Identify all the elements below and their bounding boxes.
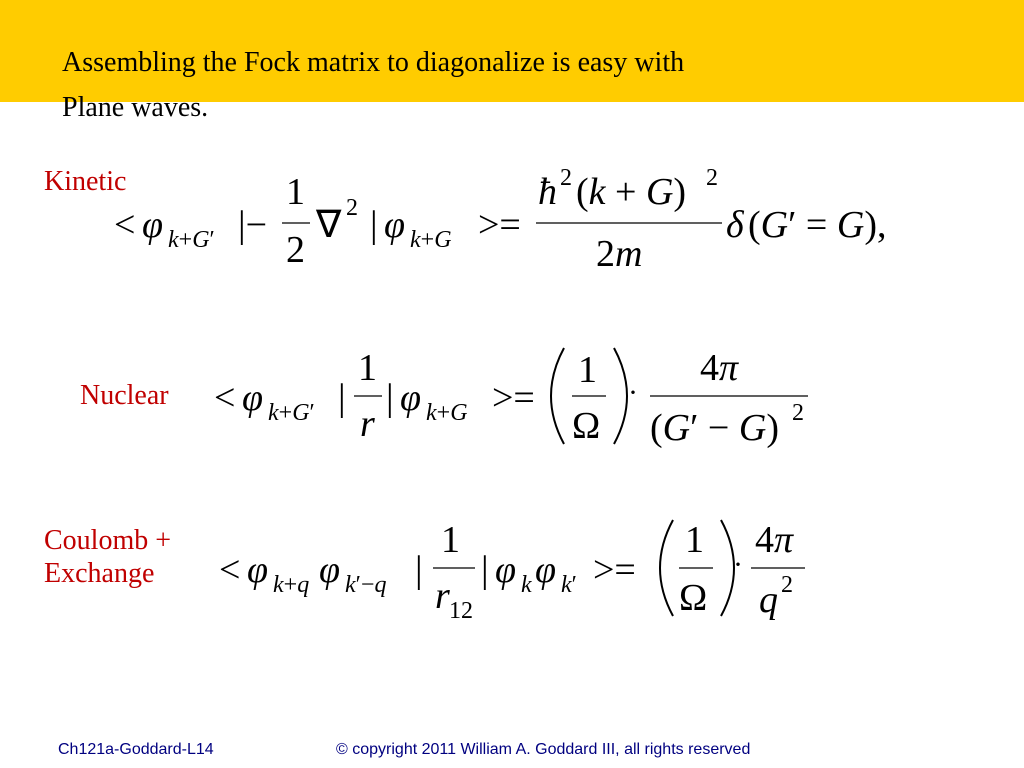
svg-text:2: 2 (346, 195, 358, 221)
coulomb-label-line-1: Coulomb + (44, 525, 172, 556)
slide-title-line-1: Assembling the Fock matrix to diagonalize is easy with (62, 47, 685, 78)
svg-text:Ω: Ω (679, 577, 708, 619)
svg-text:k+G′: k+G′ (168, 227, 215, 253)
svg-text:r: r (435, 575, 450, 617)
nuclear-equation (210, 340, 830, 460)
svg-text:·: · (628, 376, 638, 409)
nuclear-equation-svg (210, 340, 830, 460)
svg-text:|: | (370, 204, 378, 246)
svg-text:q: q (759, 579, 778, 621)
svg-text:r: r (360, 403, 375, 445)
svg-text:>=: >= (492, 377, 535, 419)
svg-text:δ: δ (726, 204, 744, 246)
svg-text:|: | (338, 377, 346, 419)
svg-text:ħ: ħ (538, 171, 557, 213)
svg-text:<: < (114, 204, 136, 246)
svg-text:∇: ∇ (316, 204, 342, 246)
svg-text:φ: φ (242, 377, 264, 419)
svg-text:2: 2 (706, 165, 718, 191)
svg-text:k+q: k+q (273, 572, 310, 598)
svg-text:k′−q: k′−q (345, 572, 387, 598)
svg-text:(G′ − G): (G′ − G) (650, 407, 779, 449)
svg-text:1: 1 (286, 171, 305, 213)
svg-text:<: < (219, 549, 241, 591)
footer-course-id: Ch121a-Goddard-L14 (58, 741, 214, 758)
svg-text:2m: 2m (596, 233, 643, 275)
svg-text:φ: φ (247, 549, 269, 591)
svg-text:k+G: k+G (426, 400, 468, 426)
svg-text:φ: φ (495, 549, 517, 591)
svg-text:2: 2 (792, 400, 804, 426)
coulomb-label-line-2: Exchange (44, 558, 155, 589)
kinetic-equation-svg (110, 162, 930, 277)
footer-copyright: © copyright 2011 William A. Goddard III, all rights reserved (336, 741, 751, 758)
svg-text:>=: >= (593, 549, 636, 591)
svg-text:12: 12 (449, 598, 473, 624)
nuclear-label: Nuclear (80, 380, 169, 411)
svg-text:φ: φ (142, 204, 164, 246)
svg-text:|: | (386, 377, 394, 419)
svg-text:φ: φ (400, 377, 422, 419)
svg-text:1: 1 (578, 349, 597, 391)
svg-text:(k + G): (k + G) (576, 171, 687, 213)
svg-text:k+G′: k+G′ (268, 400, 315, 426)
svg-text:φ: φ (535, 549, 557, 591)
svg-text:1: 1 (358, 347, 377, 389)
svg-text:|: | (415, 549, 423, 591)
svg-text:>=: >= (478, 204, 521, 246)
svg-text:k: k (521, 572, 532, 598)
svg-text:k+G: k+G (410, 227, 452, 253)
svg-text:·: · (733, 548, 743, 581)
coulomb-label (44, 524, 171, 590)
svg-text:φ: φ (384, 204, 406, 246)
svg-text:k′: k′ (561, 572, 577, 598)
kinetic-label: Kinetic (44, 166, 127, 197)
svg-text:2: 2 (560, 165, 572, 191)
svg-text:4π: 4π (700, 347, 739, 389)
svg-text:2: 2 (781, 572, 793, 598)
slide-title (62, 40, 862, 130)
coulomb-exchange-equation (215, 512, 825, 632)
slide-title-line-2: Plane waves. (62, 92, 209, 123)
svg-text:φ: φ (319, 549, 341, 591)
svg-text:<: < (214, 377, 236, 419)
svg-text:(G′ = G),: (G′ = G), (748, 204, 887, 246)
svg-text:1: 1 (685, 519, 704, 561)
svg-text:|−: |− (238, 204, 268, 246)
svg-text:1: 1 (441, 519, 460, 561)
svg-text:Ω: Ω (572, 405, 601, 447)
svg-text:4π: 4π (755, 519, 794, 561)
coulomb-exchange-equation-svg (215, 512, 825, 632)
kinetic-equation (110, 162, 930, 277)
svg-text:|: | (481, 549, 489, 591)
svg-text:2: 2 (286, 229, 305, 271)
